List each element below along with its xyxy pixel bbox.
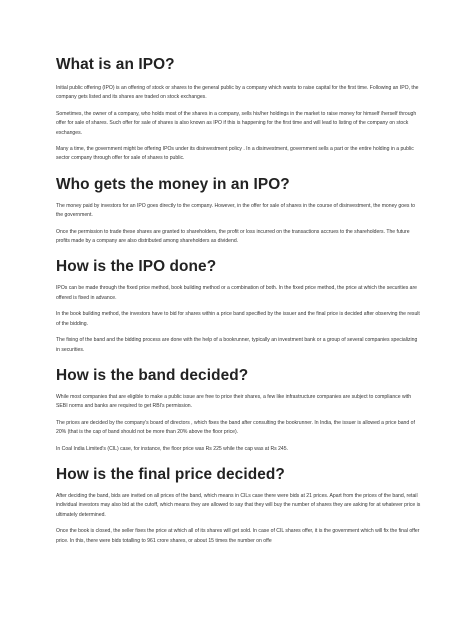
paragraph: Once the book is closed, the seller fixes the price at which all of its shares will get sold. In case of CIL shares offer, it is the government which will fix the final offer price. In this, there were bids totalling to 961 crore shares, or about 15 times the number on offe [56, 528, 420, 544]
paragraph: Many a time, the government might be offering IPOs under its disinvestment policy . In a disinvestment, government sells a part or the entire holding in a public sector company through offer for sale of shares to public. [56, 146, 414, 162]
paragraph: Sometimes, the owner of a company, who holds most of the shares in a company, sells his/her holdings in the market to raise money for himself /herself through offer for sale of shares. Such offer for sale of shares is also known as IPO if this is happening for the first time and will lead to listing of the company on stock exchanges. [56, 110, 417, 136]
paragraph: The money paid by investors for an IPO goes directly to the company. However, in the offer for sale of shares in the course of disinvestment, the money goes to the government. [56, 202, 416, 219]
paragraph: Initial public offering (IPO) is an offering of stock or shares to the general public by a company which wants to raise capital for the first time. Following an IPO, the company gets listed and its shares are traded on stock exchanges. [56, 85, 419, 101]
paragraph: IPOs can be made through the fixed price method, book building method or a combination of both. In the fixed price method, the price at which the securities are offered is fixed in advance. [56, 285, 418, 301]
section-heading: What is an IPO? [56, 56, 175, 73]
section-heading: How is the IPO done? [56, 258, 217, 276]
section-heading: Who gets the money in an IPO? [56, 175, 290, 193]
section-heading: How is the band decided? [56, 366, 249, 384]
paragraph: Once the permission to trade these shares are granted to shareholders, the profit or loss incurred on the transactions accrues to the shareholders. The future profits made by a company are also distributed among shareholders as dividend. [56, 228, 410, 245]
document-body [56, 56, 422, 546]
paragraph: In Coal India Limited's (CIL) case, for instance, the floor price was Rs 225 while the cap was at Rs 245. [56, 445, 288, 452]
paragraph: The fixing of the band and the bidding process are done with the help of a bookrunner, typically an investment bank or a group of several companies specializing in securities. [56, 337, 418, 353]
paragraph: In the book building method, the investors have to bid for shares within a price band specified by the issuer and the final price is decided after observing the result of the bidding. [56, 311, 420, 327]
paragraph: The prices are decided by the company's board of directors , which fixes the band after consulting the bookrunner. In India, the issuer is allowed a price band of 20% (that is the cap of band should not be more than 20% above the floor price). [56, 419, 415, 436]
section-heading: How is the final price decided? [56, 465, 285, 483]
paragraph: After deciding the band, bids are invited on all prices of the band, which means in CILs case there were bids at 21 prices. Apart from the prices of the band, retail individual investors may also bid at the cutoff, which means they are allowed to say that they will buy the number of shares they are asking for at whatever price is ultimately determined. [56, 492, 421, 518]
paragraph: While most companies that are eligible to make a public issue are free to price their shares, a few like infrastructure companies are subject to compliance with SEBI norms and banks are required to get RBI's permission. [56, 393, 412, 410]
